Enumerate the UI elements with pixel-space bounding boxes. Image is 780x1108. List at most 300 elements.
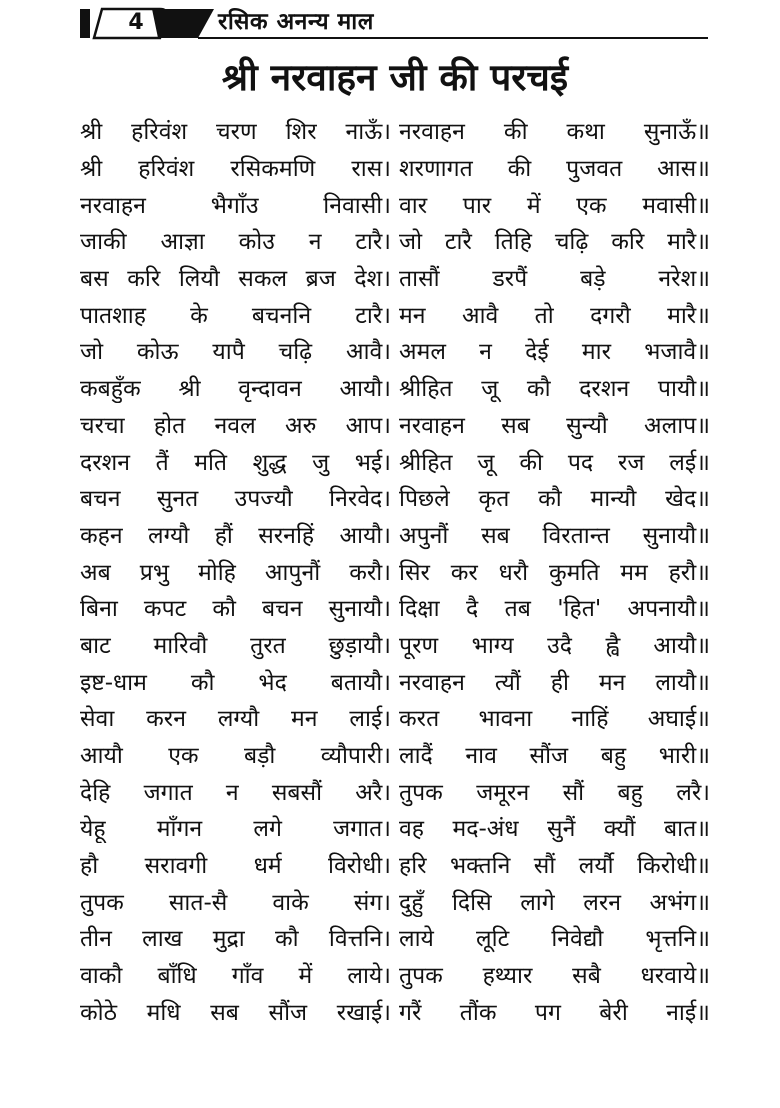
verse-word: निरवेद। [329,486,391,513]
verse-word: लग्यौ [148,522,190,549]
verse-word: तासौं [399,266,440,293]
verse-line [80,516,710,553]
verse-word: न [479,339,492,366]
verse-word: मान्यौ [590,486,637,513]
verse-word: बचन [262,596,303,623]
verse-word: निवेद्यौ [551,926,604,953]
verse-word: निवासी। [323,192,391,219]
verse-word: बड़ौ [243,743,276,770]
verse-word: बड़े [580,266,606,293]
verse-word: हरि [399,853,427,880]
verse-word: की [503,119,528,146]
verse-word: आपुनौं [264,559,321,586]
verse-word: कोठे [80,999,117,1026]
verse-word: नाऊँ। [345,119,391,146]
verse-word: टारै। [355,302,391,329]
verse-word: कपट [143,596,187,623]
verse-word: जमूरन [476,779,530,806]
verse-word: एक [168,743,199,770]
verse-second-half [395,261,710,293]
verse-word: डरपैं [492,266,528,293]
verse-word: येहू [80,816,106,843]
verse-word: रखाई। [336,999,391,1026]
verse-word: लग्यौ [217,706,260,733]
verse-second-half [395,958,710,990]
verse-list [80,112,710,1029]
verse-word: लायौ॥ [655,669,710,696]
verse-word: गरैं [399,999,422,1026]
verse-word: भारी॥ [658,743,710,770]
verse-word: सुनायौ। [328,596,391,623]
verse-word: मवासी॥ [642,192,710,219]
verse-word: चढ़ि [278,339,313,366]
verse-second-half [395,591,710,623]
verse-word: करि [611,229,645,256]
verse-line [80,846,710,883]
verse-first-half [80,701,395,733]
verse-word: तुपक [399,963,443,990]
verse-word: वाकौ [80,963,123,990]
verse-word: जाकी [80,229,127,256]
verse-word: मारिवौ [153,632,208,659]
verse-line [80,956,710,993]
verse-word: बेरी [599,999,628,1026]
verse-word: बस [80,266,109,293]
verse-word: कृत [478,486,510,513]
verse-first-half [80,628,395,660]
verse-second-half [395,995,710,1027]
verse-word: वित्तनि। [328,926,391,953]
verse-word: नरवाहन [399,669,465,696]
verse-first-half [80,921,395,953]
verse-word: जू [481,376,499,403]
verse-word: मारै॥ [667,229,710,256]
verse-word: करन [146,706,186,733]
verse-word: भृत्तनि॥ [645,926,710,953]
verse-word: कबहुँक [80,376,141,403]
verse-word: बहु [600,743,627,770]
verse-word: पायौ॥ [657,376,710,403]
verse-word: मद-अंध [452,816,519,843]
verse-word: नाहिं [571,706,609,733]
verse-word: जगात [143,779,193,806]
verse-word: चढ़ि [554,229,589,256]
verse-first-half [80,188,395,220]
verse-word: दुहुँ [399,889,424,916]
verse-word: भेद [258,669,287,696]
verse-word: किरोधी॥ [637,853,710,880]
verse-first-half [80,958,395,990]
verse-word: लाये [399,926,434,953]
verse-word: दरशन [80,449,131,476]
verse-word: बचननि [251,302,312,329]
verse-line [80,479,710,516]
verse-word: देई [525,339,549,366]
verse-word: करौ। [349,559,391,586]
verse-word: के [190,302,208,329]
verse-word: होत [153,412,186,439]
verse-word: की [507,156,532,183]
verse-word: यापै [212,339,245,366]
verse-word: लई॥ [669,449,710,476]
verse-word: करत [399,706,440,733]
verse-word: तौंक [459,999,497,1026]
verse-line [80,662,710,699]
verse-word: पग [534,999,561,1026]
page-header [80,6,708,40]
verse-second-half [395,921,710,953]
verse-word: पिछले [399,486,450,513]
verse-word: बाट [80,632,111,659]
verse-word: सात-सै [168,889,228,916]
verse-word: अघाई॥ [647,706,710,733]
verse-first-half [80,371,395,403]
verse-first-half [80,555,395,587]
verse-line [80,442,710,479]
verse-word: तुरत [250,632,286,659]
verse-word: में [526,192,541,219]
verse-word: बाँधि [157,963,197,990]
verse-word: हौ [80,853,99,880]
verse-word: श्री [80,156,103,183]
verse-word: भाग्य [471,632,514,659]
verse-word: कौ [190,669,215,696]
verse-first-half [80,408,395,440]
verse-second-half [395,151,710,183]
verse-word: श्रीहित [399,376,453,403]
verse-word: सरनहिं [258,522,315,549]
verse-word: हरिवंश [138,156,195,183]
verse-first-half [80,775,395,807]
verse-word: अमल [399,339,446,366]
verse-second-half [395,224,710,256]
verse-first-half [80,445,395,477]
verse-word: लरै। [676,779,710,806]
verse-word: कौ [212,596,236,623]
verse-word: कौ [275,926,299,953]
verse-second-half [395,371,710,403]
verse-word: दगरौ [590,302,631,329]
verse-word: प्रभु [139,559,169,586]
verse-word: टारै [444,229,472,256]
running-title: रसिक अनन्य माल [218,9,374,35]
verse-line [80,222,710,259]
verse-line [80,552,710,589]
verse-second-half [395,665,710,697]
verse-word: रज [617,449,645,476]
verse-word: पार [462,192,492,219]
verse-second-half [395,445,710,477]
verse-word: पद [567,449,594,476]
verse-word: मारै॥ [667,302,710,329]
verse-word: सुनत [156,486,199,513]
verse-word: आप। [345,412,391,439]
verse-first-half [80,481,395,513]
verse-second-half [395,334,710,366]
verse-word: तीन [80,926,112,953]
verse-second-half [395,481,710,513]
verse-word: जो [399,229,423,256]
verse-word: आयौ। [339,376,391,403]
verse-word: सरावगी [144,853,208,880]
verse-word: धर्म [253,853,282,880]
verse-word: चरचा [80,412,125,439]
verse-first-half [80,811,395,843]
verse-second-half [395,188,710,220]
verse-word: वार [399,192,428,219]
verse-word: मन [399,302,426,329]
verse-second-half [395,701,710,733]
verse-word: सुनायौ॥ [642,522,710,549]
verse-word: करि [127,266,161,293]
verse-word: मधि [146,999,181,1026]
verse-word: सकल [238,266,288,293]
verse-word: सेवा [80,706,115,733]
verse-line [80,699,710,736]
verse-word: एक [576,192,607,219]
verse-word: गाँव [231,963,264,990]
verse-word: लूटि [476,926,510,953]
verse-word: अपुनौं [399,522,449,549]
verse-word: छुड़ायौ। [328,632,391,659]
verse-word: जु [312,449,330,476]
verse-word: अलाप॥ [644,412,710,439]
verse-word: सुन्यौ [566,412,608,439]
verse-second-half [395,628,710,660]
verse-word: कर [450,559,478,586]
verse-word: सब [501,412,530,439]
verse-line [80,149,710,186]
verse-word: लगे [253,816,282,843]
verse-first-half [80,518,395,550]
verse-word: भई। [354,449,391,476]
verse-first-half [80,224,395,256]
verse-word: विरतान्त [542,522,610,549]
verse-word: सुनाऊँ॥ [643,119,710,146]
verse-word: कहन [80,522,123,549]
verse-word: हौं [214,522,233,549]
verse-word: लर्यौ [578,853,614,880]
verse-second-half [395,555,710,587]
verse-word: न [308,229,322,256]
verse-line [80,589,710,626]
verse-word: तुपक [399,779,443,806]
verse-word: श्री [80,119,103,146]
verse-word: नाई॥ [666,999,710,1026]
verse-second-half [395,885,710,917]
verse-word: नाव [465,743,497,770]
verse-line [80,809,710,846]
verse-first-half [80,298,395,330]
verse-second-half [395,738,710,770]
verse-word: पूरण [399,632,439,659]
verse-word: सौं [562,779,585,806]
verse-word: हरौ॥ [668,559,710,586]
verse-word: सिर [399,559,430,586]
verse-word: दरशन [579,376,630,403]
verse-word: दिसि [451,889,492,916]
verse-word: माँगन [156,816,203,843]
verse-word: 'हित' [557,596,602,623]
verse-first-half [80,848,395,880]
verse-second-half [395,848,710,880]
verse-word: संग। [353,889,391,916]
verse-word: वृन्दावन [238,376,302,403]
verse-word: सब [481,522,510,549]
verse-word: भक्तनि [450,853,511,880]
verse-word: मन [598,669,626,696]
verse-line [80,736,710,773]
verse-word: उदै [547,632,572,659]
verse-word: सौं [533,853,556,880]
verse-word: लागे [520,889,555,916]
verse-word: अब [80,559,111,586]
verse-word: त्यौं [494,669,521,696]
verse-line [80,259,710,296]
verse-word: अपनायौ॥ [627,596,710,623]
verse-word: आस॥ [657,156,710,183]
verse-word: तिहि [494,229,532,256]
section-heading: श्री नरवाहन जी की परचई [221,56,569,99]
verse-word: दै [466,596,479,623]
verse-word: रास। [351,156,391,183]
verse-word: वह [399,816,425,843]
verse-word: आवै। [345,339,391,366]
verse-first-half [80,151,395,183]
verse-word: चरण [216,119,257,146]
verse-first-half [80,261,395,293]
verse-word: कौ [538,486,562,513]
verse-word: तैं [155,449,169,476]
verse-word: नवल [214,412,256,439]
verse-word: जू [477,449,495,476]
verse-word: सौंज [529,743,569,770]
verse-word: बिना [80,596,118,623]
verse-line [80,295,710,332]
verse-first-half [80,114,395,146]
verse-word: सबसौं [271,779,323,806]
verse-word: नरेश॥ [658,266,710,293]
verse-line [80,112,710,149]
verse-second-half [395,114,710,146]
verse-word: लादैं [399,743,433,770]
header-ornament [80,6,708,40]
verse-word: में [298,963,313,990]
verse-line [80,882,710,919]
verse-word: देश। [354,266,391,293]
verse-word: दिक्षा [399,596,440,623]
verse-word: सब [210,999,239,1026]
verse-second-half [395,298,710,330]
verse-word: पुजवत [566,156,623,183]
verse-word: अभंग॥ [649,889,710,916]
verse-word: हरिवंश [131,119,188,146]
verse-word: विरोधी। [328,853,391,880]
verse-second-half [395,775,710,807]
verse-line [80,993,710,1030]
verse-word: रसिकमणि [230,156,316,183]
verse-word: ब्रज [305,266,336,293]
verse-word: मोहि [198,559,236,586]
verse-word: धरौ [498,559,529,586]
verse-word: हथ्यार [482,963,533,990]
verse-word: सौंज [268,999,308,1026]
verse-word: आयौ [80,743,123,770]
verse-second-half [395,518,710,550]
verse-word: जगात। [333,816,391,843]
verse-word: नरवाहन [399,119,465,146]
verse-line [80,369,710,406]
verse-word: तुपक [80,889,124,916]
verse-word: खेद॥ [665,486,710,513]
verse-word: आवै [461,302,499,329]
verse-word: भजावै॥ [644,339,710,366]
verse-word: पातशाह [80,302,146,329]
verse-word: आयौ॥ [653,632,710,659]
verse-word: मार [581,339,611,366]
verse-word: लाख [142,926,183,953]
verse-word: शरणागत [399,156,473,183]
verse-word: शुद्ध [252,449,287,476]
verse-word: वाके [272,889,309,916]
verse-line [80,185,710,222]
verse-word: बहु [617,779,643,806]
verse-word: कोऊ [136,339,179,366]
page-number: 4 [128,10,144,35]
verse-word: टारै। [355,229,391,256]
verse-word: मुद्रा [212,926,245,953]
verse-line [80,626,710,663]
verse-word: ही [550,669,569,696]
verse-word: व्यौपारी। [320,743,391,770]
verse-line [80,406,710,443]
verse-line [80,772,710,809]
verse-word: कोउ [238,229,275,256]
verse-word: मति [194,449,228,476]
verse-first-half [80,995,395,1027]
verse-word: कौ [526,376,551,403]
verse-word: मम [620,559,648,586]
verse-word: लाये। [347,963,391,990]
verse-word: देहि [80,779,111,806]
verse-word: नरवाहन [399,412,465,439]
verse-line [80,332,710,369]
verse-first-half [80,665,395,697]
verse-word: इष्ट-धाम [80,669,147,696]
verse-second-half [395,408,710,440]
verse-word: आयौ। [339,522,391,549]
verse-word: बतायौ। [330,669,391,696]
verse-word: उपज्यौ [234,486,293,513]
verse-word: तब [504,596,531,623]
verse-word: धरवाये॥ [640,963,710,990]
verse-word: श्रीहित [399,449,453,476]
verse-word: कुमति [548,559,600,586]
verse-word: सुनैं [547,816,576,843]
verse-word: अरै। [355,779,391,806]
verse-word: शिर [285,119,317,146]
verse-word: लाई। [349,706,391,733]
verse-word: न [225,779,239,806]
verse-word: मन [291,706,318,733]
verse-word: तो [534,302,554,329]
verse-first-half [80,885,395,917]
verse-word: ह्वै [605,632,620,659]
verse-second-half [395,811,710,843]
verse-word: नरवाहन [80,192,146,219]
verse-line [80,919,710,956]
verse-first-half [80,591,395,623]
